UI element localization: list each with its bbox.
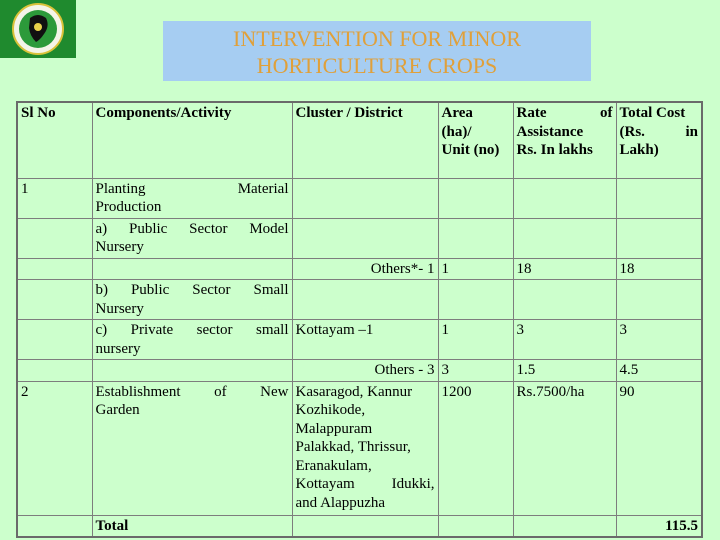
cell-rate: Rs.7500/ha xyxy=(513,381,616,515)
cell-component xyxy=(92,360,292,382)
cell-area xyxy=(438,178,513,218)
cell-area: 3 xyxy=(438,360,513,382)
cell-rate xyxy=(513,178,616,218)
table-row xyxy=(17,381,702,515)
cell-sl xyxy=(17,280,92,320)
cell-cost xyxy=(616,280,702,320)
total-cost: 115.5 xyxy=(616,515,702,537)
cell-cluster: Others*- 1 xyxy=(292,258,438,280)
header-sl-no: Sl No xyxy=(17,102,92,178)
cell-cost: 4.5 xyxy=(616,360,702,382)
table-row xyxy=(17,178,702,218)
cell-rate xyxy=(513,280,616,320)
cell-area: 1 xyxy=(438,320,513,360)
title-line-1: INTERVENTION FOR MINOR xyxy=(233,26,521,51)
table-header-row xyxy=(17,102,702,178)
cell-area xyxy=(438,280,513,320)
cell-area xyxy=(438,515,513,537)
cell-cluster xyxy=(292,515,438,537)
table-row xyxy=(17,218,702,258)
cell-cluster: Others - 3 xyxy=(292,360,438,382)
slide-title xyxy=(163,21,591,81)
intervention-table xyxy=(16,101,703,538)
header-total-cost: Total Cost (Rs. in Lakh) xyxy=(616,102,702,178)
cell-sl xyxy=(17,218,92,258)
header-component: Components/Activity xyxy=(92,102,292,178)
cell-area xyxy=(438,218,513,258)
cell-cluster: Kasaragod, Kannur Kozhikode, Malappuram Palakkad, Thrissur, Eranakulam, Kottayam Idukki, and Alappuzha xyxy=(292,381,438,515)
cell-cost: 90 xyxy=(616,381,702,515)
cell-cluster: Kottayam –1 xyxy=(292,320,438,360)
cell-rate: 3 xyxy=(513,320,616,360)
cell-cluster xyxy=(292,178,438,218)
cell-cluster xyxy=(292,218,438,258)
cell-component: Planting Material Production xyxy=(92,178,292,218)
cell-cost: 18 xyxy=(616,258,702,280)
cell-sl xyxy=(17,258,92,280)
header-cluster: Cluster / District xyxy=(292,102,438,178)
cell-cluster xyxy=(292,280,438,320)
logo xyxy=(0,0,76,58)
cell-component: Establishment of New Garden xyxy=(92,381,292,515)
cell-sl: 2 xyxy=(17,381,92,515)
cell-sl: 1 xyxy=(17,178,92,218)
cell-component: b) Public Sector Small Nursery xyxy=(92,280,292,320)
header-rate: Rate of Assistance Rs. In lakhs xyxy=(513,102,616,178)
cell-cost xyxy=(616,178,702,218)
cell-sl xyxy=(17,320,92,360)
cell-cost xyxy=(616,218,702,258)
cell-area: 1200 xyxy=(438,381,513,515)
cell-component: a) Public Sector Model Nursery xyxy=(92,218,292,258)
cell-rate: 1.5 xyxy=(513,360,616,382)
cell-cost: 3 xyxy=(616,320,702,360)
title-line-2: HORTICULTURE CROPS xyxy=(256,53,498,78)
cell-rate xyxy=(513,515,616,537)
cell-sl xyxy=(17,360,92,382)
kerala-emblem-logo-icon xyxy=(0,0,76,58)
table-row xyxy=(17,320,702,360)
cell-sl xyxy=(17,515,92,537)
cell-area: 1 xyxy=(438,258,513,280)
table-row xyxy=(17,280,702,320)
table-total-row xyxy=(17,515,702,537)
cell-rate xyxy=(513,218,616,258)
cell-component: c) Private sector small nursery xyxy=(92,320,292,360)
header-area: Area (ha)/ Unit (no) xyxy=(438,102,513,178)
table-row xyxy=(17,360,702,382)
cell-component xyxy=(92,258,292,280)
total-label: Total xyxy=(92,515,292,537)
table-row xyxy=(17,258,702,280)
cell-rate: 18 xyxy=(513,258,616,280)
